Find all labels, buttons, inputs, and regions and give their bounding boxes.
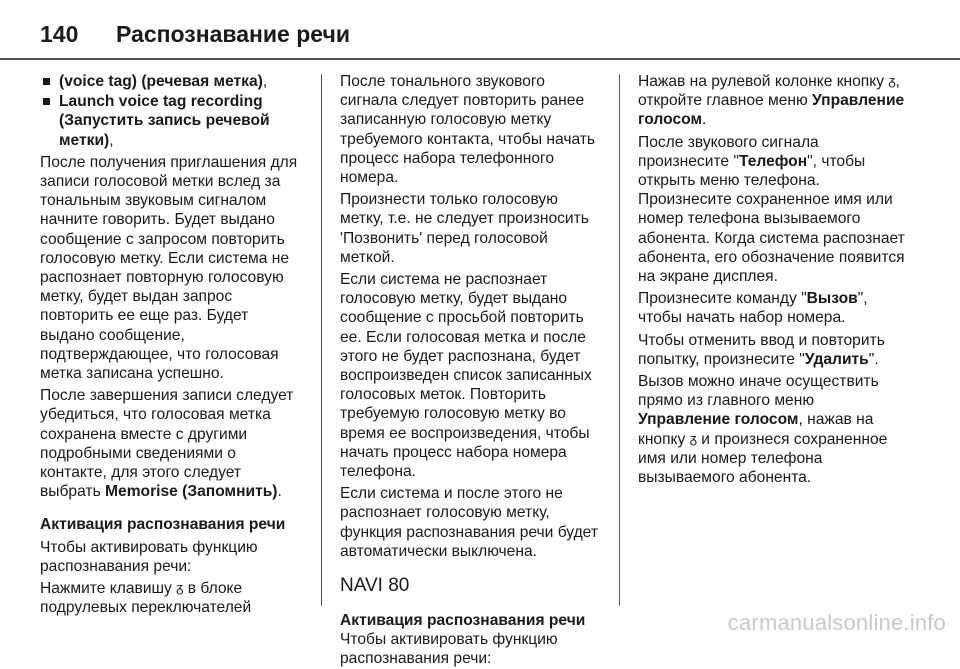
bullet-label: (voice tag) (речевая метка) xyxy=(59,73,263,90)
bullet-item-launch-recording xyxy=(40,92,305,150)
text-run: После завершения записи следует убедиться, что голосовая метка сохранена вместе с другими подробными сведениями о контакте, для этого следует выбрать xyxy=(40,387,294,501)
subheading: Активация распознавания речи xyxy=(340,612,586,630)
bullet-item-voice-tag xyxy=(40,72,305,91)
text-run: в блоке подрулевых переключателей xyxy=(40,580,252,617)
page-number: 140 xyxy=(40,20,79,47)
menu-term-memorise: Memorise (Запомнить) xyxy=(105,483,278,501)
text-run: Нажмите клавишу xyxy=(40,580,177,598)
text-run: Нажав на рулевой колонке кнопку xyxy=(638,73,889,90)
text-run: . xyxy=(701,111,707,129)
text-run: , нажав на кнопку xyxy=(638,411,874,448)
command-term-call: Вызов xyxy=(806,290,858,308)
text-run: ". xyxy=(868,350,879,368)
command-term-phone: Телефон xyxy=(738,152,808,170)
command-term-delete: Удалить xyxy=(804,350,869,368)
paragraph xyxy=(40,579,305,617)
paragraph: Если система не распознает голосовую метку, будет выдано сообщение с просьбой повторить ее. Если голосовая метка и после этого не будет распознана, будет воспроизведен список записанных голосовых меток. Повторить требуемую голосовую метку во время ее воспроизведения, чтобы начать процесс набора номера телефона. xyxy=(340,271,592,481)
page-title: Распознавание речи xyxy=(116,20,350,47)
text-run: , откройте главное меню xyxy=(638,73,900,110)
paragraph xyxy=(638,72,908,130)
text-run: Вызов можно иначе осуществить прямо из главного меню xyxy=(638,373,879,410)
text-run: Произнесите команду " xyxy=(638,290,807,308)
header-rule xyxy=(0,58,960,60)
subheading: Активация распознавания речи xyxy=(40,516,286,534)
paragraph: Чтобы активировать функцию распознавания речи: xyxy=(40,538,258,575)
paragraph xyxy=(40,386,305,501)
paragraph: Если система и после этого не распознает голосовую метку, функция распознавания речи будет автоматически выключена. xyxy=(340,485,598,560)
section-heading-navi80: NAVI 80 xyxy=(340,575,410,597)
text-run: . xyxy=(277,483,282,501)
paragraph: Произнести только голосовую метку, т.е. не следует произносить 'Позвонить' перед голосовой меткой. xyxy=(340,191,589,266)
paragraph xyxy=(638,289,908,327)
paragraph: После получения приглашения для записи голосовой метки вслед за тональным звуковым сигналом начните говорить. Будет выдано сообщение с запросом повторить голосовую метку. Если система не распознает повторную голосовую метку, будет выдан запрос повторить ее еще раз. Будет выдано сообщение, подтверждающее, что голосовая метка записана успешно. xyxy=(40,153,298,383)
paragraph: После тонального звукового сигнала следует повторить ранее записанную голосовую метку требуемого контакта, чтобы начать процесс набора телефонного номера. xyxy=(340,73,596,187)
text-run: и произнеся сохраненное имя или номер телефона вызываемого абонента. xyxy=(638,430,888,487)
text-run: ", чтобы открыть меню телефона. Произнесите сохраненное имя или номер телефона вызываемого абонента. Когда система распознает абонента, его обозначение появится на экране дисплея. xyxy=(638,152,905,286)
column-separator-2 xyxy=(619,74,620,606)
bullet-label: Launch voice tag recording (Запустить запись речевой метки) xyxy=(59,93,270,149)
text-run: После звукового сигнала произнесите " xyxy=(638,133,819,170)
text-run: Чтобы отменить ввод и повторить попытку, произнесите " xyxy=(638,331,885,368)
voice-button-icon: ᵹ xyxy=(689,430,697,446)
paragraph: Чтобы активировать функцию распознавания речи: xyxy=(340,631,558,668)
bullet-square-icon xyxy=(43,78,50,85)
text-run: ", чтобы начать набор номера. xyxy=(638,290,868,327)
menu-term-voice-control: Управление голосом xyxy=(638,411,799,429)
paragraph xyxy=(638,372,908,487)
bullet-tail: , xyxy=(109,131,114,149)
page-header xyxy=(40,14,350,54)
voice-button-icon: ᵹ xyxy=(176,580,184,596)
column-1 xyxy=(40,72,305,619)
watermark: carmanualsonline.info xyxy=(727,610,946,635)
column-2 xyxy=(340,72,605,669)
column-3 xyxy=(638,72,908,489)
paragraph xyxy=(638,331,908,369)
menu-term-voice-control: Управление голосом xyxy=(638,92,905,129)
bullet-tail: , xyxy=(262,73,268,90)
paragraph xyxy=(638,133,908,287)
column-separator-1 xyxy=(321,74,322,606)
bullet-square-icon xyxy=(43,98,50,105)
voice-button-icon: ᵹ xyxy=(888,73,896,88)
